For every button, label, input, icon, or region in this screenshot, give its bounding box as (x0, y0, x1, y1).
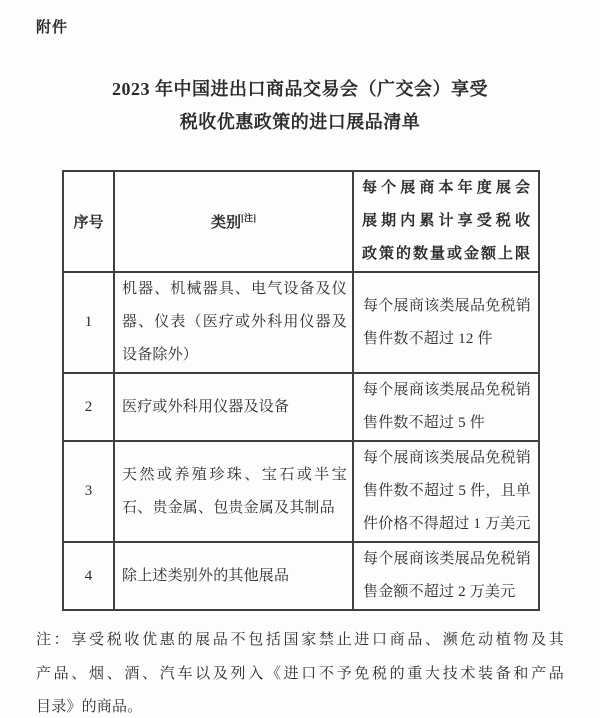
col-header-limit-line-3: 政策的数量或金额上限 (362, 246, 530, 262)
title-line-2: 税收优惠政策的进口展品清单 (179, 112, 421, 132)
row-3-category-text: 天然或养殖珍珠、宝石或半宝石、贵金属、包贵金属及其制品 (122, 466, 347, 516)
row-4-limit-text: 每个展商该类展品免税销售金额不超过 2 万美元 (363, 551, 531, 600)
footnote-line-1: 注：享受税收优惠的展品不包括国家禁止进口商品、濒危动植物及其 (36, 632, 564, 648)
table-row (63, 441, 539, 542)
row-1-limit (353, 272, 539, 373)
row-1-category (114, 272, 353, 373)
row-2-limit (353, 373, 539, 441)
table-row (63, 272, 539, 373)
row-4-limit (353, 542, 539, 610)
title-line-1: 2023 年中国进出口商品交易会（广交会）享受 (112, 79, 488, 99)
row-4-seq: 4 (63, 542, 114, 610)
row-1-seq: 1 (63, 272, 114, 373)
col-header-limit (353, 171, 539, 272)
row-2-limit-text: 每个展商该类展品免税销售件数不超过 5 件 (363, 382, 531, 431)
footnote-reference: [注] (241, 213, 256, 223)
row-1-limit-text: 每个展商该类展品免税销售件数不超过 12 件 (363, 297, 531, 347)
row-2-category-text: 医疗或外科用仪器及设备 (122, 398, 290, 415)
row-2-category (114, 373, 353, 441)
footnote (36, 624, 564, 718)
row-3-category (114, 441, 353, 542)
table-row (63, 542, 539, 610)
attachment-label-text: 附件 (36, 20, 69, 36)
attachment-label (36, 16, 600, 37)
row-2-seq: 2 (63, 373, 114, 441)
table-row (63, 373, 539, 441)
row-4-category (114, 542, 353, 610)
exhibits-table (62, 170, 540, 611)
footnote-line-3: 目录》的商品。 (36, 699, 143, 715)
document-title (0, 73, 600, 139)
table-header-row (63, 171, 539, 272)
col-header-seq: 序号 (63, 171, 114, 272)
col-header-limit-line-2: 展期内累计享受税收 (362, 213, 530, 229)
row-4-category-text: 除上述类别外的其他展品 (122, 567, 290, 584)
col-header-category-text: 类别 (210, 215, 241, 231)
row-3-limit-text: 每个展商该类展品免税销售件数不超过 5 件，且单件价格不得超过 1 万美元 (363, 450, 531, 532)
col-header-category (114, 171, 353, 272)
row-3-seq: 3 (63, 441, 114, 542)
col-header-limit-line-1: 每个展商本年度展会 (362, 180, 530, 196)
row-3-limit (353, 441, 539, 542)
row-1-category-text: 机器、机械器具、电气设备及仪器、仪表（医疗或外科用仪器及设备除外） (122, 281, 347, 363)
footnote-line-2: 产品、烟、酒、汽车以及列入《进口不予免税的重大技术装备和产品 (36, 665, 564, 682)
